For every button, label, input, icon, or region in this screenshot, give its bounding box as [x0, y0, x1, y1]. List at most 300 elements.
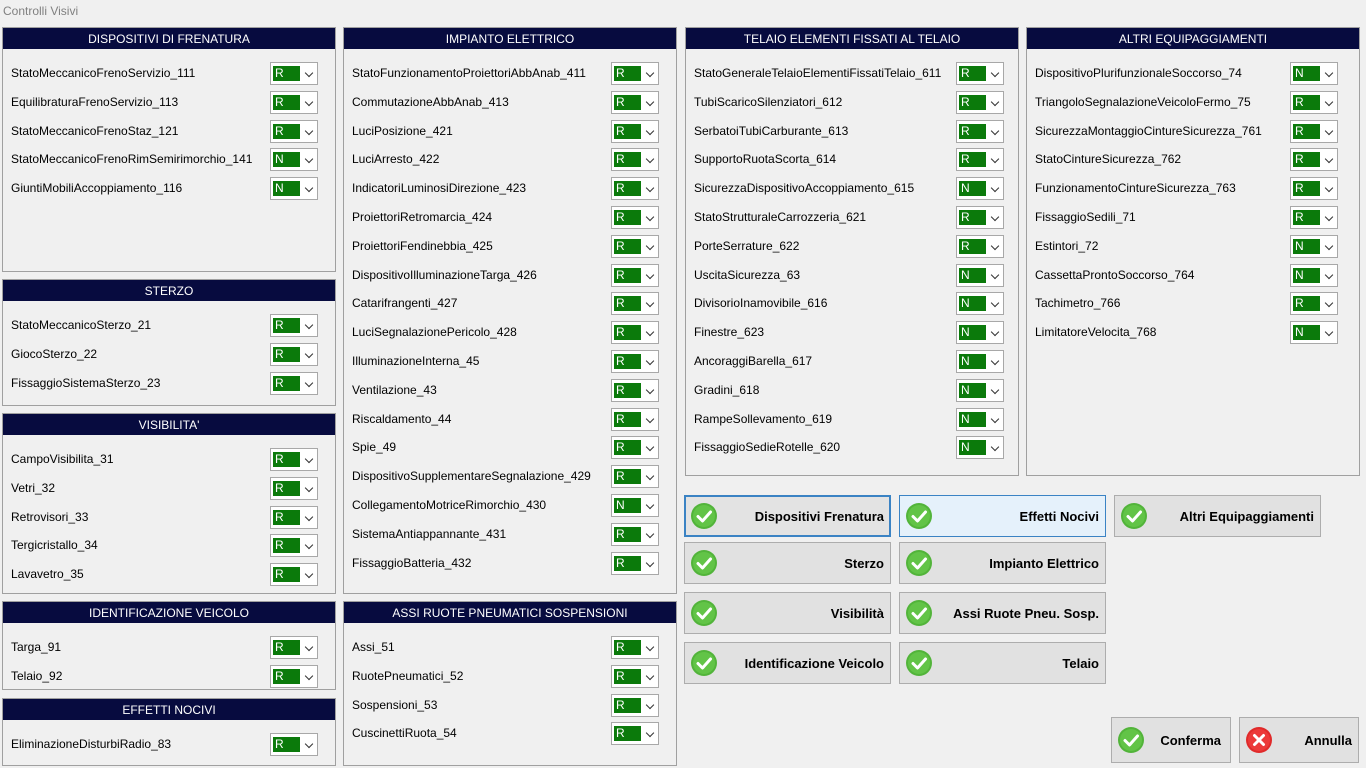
check-row [694, 321, 1012, 345]
status-dropdown[interactable] [611, 235, 659, 258]
check-row [11, 343, 329, 367]
status-value: R [1293, 95, 1320, 110]
status-dropdown[interactable] [956, 120, 1004, 143]
status-dropdown[interactable] [611, 465, 659, 488]
chevron-down-icon [305, 484, 313, 492]
status-dropdown[interactable] [956, 91, 1004, 114]
status-dropdown[interactable] [611, 436, 659, 459]
check-item-label: RampeSollevamento_619 [694, 412, 833, 426]
check-row [352, 552, 670, 576]
check-item-label: SupportoRuotaScorta_614 [694, 152, 837, 166]
status-dropdown[interactable] [956, 321, 1004, 344]
status-value: R [273, 669, 300, 684]
chevron-down-icon [1325, 299, 1333, 307]
chevron-down-icon [1325, 155, 1333, 163]
check-item-label: CollegamentoMotriceRimorchio_430 [352, 498, 547, 512]
status-dropdown[interactable] [1290, 206, 1338, 229]
status-dropdown[interactable] [270, 733, 318, 756]
status-dropdown[interactable] [1290, 235, 1338, 258]
status-value: R [273, 66, 300, 81]
check-item-label: StatoMeccanicoFrenoServizio_111 [11, 66, 196, 80]
check-item-label: Ventilazione_43 [352, 383, 437, 397]
altri-equipaggiamenti-button[interactable] [1114, 495, 1321, 537]
status-dropdown[interactable] [611, 292, 659, 315]
status-dropdown[interactable] [611, 264, 659, 287]
panel-title: EFFETTI NOCIVI [3, 699, 335, 720]
status-dropdown[interactable] [956, 148, 1004, 171]
status-value: N [1293, 325, 1320, 340]
check-item-label: LimitatoreVelocita_768 [1035, 325, 1157, 339]
status-value: R [614, 383, 641, 398]
impianto-elettrico-button[interactable] [899, 542, 1106, 584]
x-circle-icon [1245, 726, 1273, 754]
status-value: R [273, 481, 300, 496]
status-dropdown[interactable] [270, 636, 318, 659]
chevron-down-icon [646, 69, 654, 77]
chevron-down-icon [1325, 98, 1333, 106]
telaio-button[interactable] [899, 642, 1106, 684]
status-dropdown[interactable] [611, 722, 659, 745]
status-dropdown[interactable] [956, 379, 1004, 402]
check-row [694, 148, 1012, 172]
chevron-down-icon [305, 643, 313, 651]
status-dropdown[interactable] [956, 206, 1004, 229]
status-value: R [614, 440, 641, 455]
check-item-label: LuciArresto_422 [352, 152, 440, 166]
button-label: Impianto Elettrico [989, 556, 1099, 571]
status-value: N [614, 498, 641, 513]
check-item-label: CassettaProntoSoccorso_764 [1035, 268, 1195, 282]
panel-effetti [2, 698, 336, 766]
status-value: R [273, 538, 300, 553]
check-item-label: EliminazioneDisturbiRadio_83 [11, 737, 172, 751]
chevron-down-icon [1325, 184, 1333, 192]
check-item-label: UscitaSicurezza_63 [694, 268, 801, 282]
check-row [694, 292, 1012, 316]
check-row [11, 636, 329, 660]
status-dropdown[interactable] [956, 436, 1004, 459]
check-item-label: PorteSerrature_622 [694, 239, 800, 253]
panel-title: ALTRI EQUIPAGGIAMENTI [1027, 28, 1359, 49]
status-dropdown[interactable] [956, 292, 1004, 315]
status-value: R [959, 152, 986, 167]
check-row [1035, 235, 1353, 259]
check-item-label: FissaggioSistemaSterzo_23 [11, 376, 161, 390]
chevron-down-icon [305, 127, 313, 135]
status-dropdown[interactable] [1290, 91, 1338, 114]
check-row [1035, 206, 1353, 230]
check-row [352, 722, 670, 746]
chevron-down-icon [305, 570, 313, 578]
panel-identificazione [2, 601, 336, 690]
chevron-down-icon [646, 213, 654, 221]
check-item-label: Retrovisori_33 [11, 510, 89, 524]
check-row [11, 733, 329, 757]
button-label: Annulla [1304, 733, 1352, 748]
chevron-down-icon [305, 321, 313, 329]
status-value: R [614, 698, 641, 713]
status-dropdown[interactable] [270, 343, 318, 366]
status-dropdown[interactable] [956, 350, 1004, 373]
chevron-down-icon [305, 455, 313, 463]
check-row [1035, 120, 1353, 144]
chevron-down-icon [646, 98, 654, 106]
chevron-down-icon [991, 386, 999, 394]
check-row [352, 62, 670, 86]
check-row [694, 350, 1012, 374]
check-row [694, 177, 1012, 201]
status-value: N [959, 412, 986, 427]
status-dropdown[interactable] [611, 120, 659, 143]
status-dropdown[interactable] [1290, 264, 1338, 287]
check-row [352, 408, 670, 432]
status-value: R [1293, 152, 1320, 167]
check-row [694, 436, 1012, 460]
status-value: R [959, 95, 986, 110]
check-circle-icon [1117, 726, 1145, 754]
status-value: N [959, 296, 986, 311]
check-row [694, 408, 1012, 432]
chevron-down-icon [991, 415, 999, 423]
check-circle-icon [690, 502, 718, 530]
check-item-label: Sospensioni_53 [352, 698, 438, 712]
check-row [352, 523, 670, 547]
check-row [11, 372, 329, 396]
check-row [11, 563, 329, 587]
check-item-label: SistemaAntiappannante_431 [352, 527, 507, 541]
status-dropdown[interactable] [270, 372, 318, 395]
status-dropdown[interactable] [611, 665, 659, 688]
status-value: R [273, 452, 300, 467]
status-dropdown[interactable] [611, 552, 659, 575]
status-value: R [614, 469, 641, 484]
status-dropdown[interactable] [270, 120, 318, 143]
status-value: R [959, 210, 986, 225]
status-value: R [614, 669, 641, 684]
dispositivi-frenatura-button[interactable] [684, 495, 891, 537]
chevron-down-icon [991, 184, 999, 192]
chevron-down-icon [646, 443, 654, 451]
check-item-label: StatoStrutturaleCarrozzeria_621 [694, 210, 867, 224]
status-value: R [273, 124, 300, 139]
check-row [11, 120, 329, 144]
status-dropdown[interactable] [611, 636, 659, 659]
check-item-label: DivisorioInamovibile_616 [694, 296, 828, 310]
check-item-label: Telaio_92 [11, 669, 63, 683]
status-value: N [273, 181, 300, 196]
chevron-down-icon [646, 643, 654, 651]
status-dropdown[interactable] [956, 177, 1004, 200]
chevron-down-icon [1325, 213, 1333, 221]
check-item-label: StatoGeneraleTelaioElementiFissatiTelaio_611 [694, 66, 942, 80]
button-label: Effetti Nocivi [1019, 509, 1099, 524]
status-value: R [273, 640, 300, 655]
panel-frenatura [2, 27, 336, 272]
check-item-label: SerbatoiTubiCarburante_613 [694, 124, 849, 138]
status-dropdown[interactable] [270, 62, 318, 85]
chevron-down-icon [991, 299, 999, 307]
status-value: R [614, 640, 641, 655]
chevron-down-icon [305, 541, 313, 549]
chevron-down-icon [991, 69, 999, 77]
check-row [352, 148, 670, 172]
chevron-down-icon [991, 98, 999, 106]
check-item-label: Vetri_32 [11, 481, 56, 495]
check-item-label: Finestre_623 [694, 325, 765, 339]
panel-impianto-elettrico [343, 27, 677, 594]
check-row [694, 120, 1012, 144]
check-item-label: StatoFunzionamentoProiettoriAbbAnab_411 [352, 66, 586, 80]
status-value: R [614, 210, 641, 225]
assi-ruote-button[interactable] [899, 592, 1106, 634]
chevron-down-icon [646, 155, 654, 163]
status-dropdown[interactable] [611, 694, 659, 717]
check-row [11, 177, 329, 201]
status-value: N [273, 152, 300, 167]
status-value: R [1293, 296, 1320, 311]
check-row [352, 350, 670, 374]
chevron-down-icon [1325, 69, 1333, 77]
status-value: R [1293, 210, 1320, 225]
check-item-label: StatoCintureSicurezza_762 [1035, 152, 1182, 166]
chevron-down-icon [646, 501, 654, 509]
check-row [11, 448, 329, 472]
chevron-down-icon [991, 357, 999, 365]
status-dropdown[interactable] [956, 235, 1004, 258]
status-dropdown[interactable] [270, 148, 318, 171]
status-dropdown[interactable] [611, 494, 659, 517]
check-item-label: TubiScaricoSilenziatori_612 [694, 95, 843, 109]
status-dropdown[interactable] [611, 148, 659, 171]
status-dropdown[interactable] [270, 448, 318, 471]
chevron-down-icon [1325, 127, 1333, 135]
check-item-label: CuscinettiRuota_54 [352, 726, 457, 740]
check-row [352, 292, 670, 316]
check-row [11, 534, 329, 558]
check-row [1035, 91, 1353, 115]
check-item-label: Spie_49 [352, 440, 397, 454]
status-dropdown[interactable] [270, 534, 318, 557]
status-dropdown[interactable] [1290, 177, 1338, 200]
status-dropdown[interactable] [611, 408, 659, 431]
check-row [694, 264, 1012, 288]
check-row [352, 177, 670, 201]
status-value: R [273, 376, 300, 391]
button-label: Altri Equipaggiamenti [1179, 509, 1314, 524]
check-circle-icon [905, 649, 933, 677]
panel-assi-ruote [343, 601, 677, 766]
status-dropdown[interactable] [611, 91, 659, 114]
chevron-down-icon [646, 701, 654, 709]
check-row [352, 436, 670, 460]
cancel-button[interactable] [1239, 717, 1359, 763]
chevron-down-icon [305, 513, 313, 521]
status-dropdown[interactable] [956, 408, 1004, 431]
status-value: R [614, 239, 641, 254]
status-dropdown[interactable] [1290, 292, 1338, 315]
check-item-label: FunzionamentoCintureSicurezza_763 [1035, 181, 1236, 195]
check-item-label: RuotePneumatici_52 [352, 669, 464, 683]
status-dropdown[interactable] [270, 91, 318, 114]
status-value: R [614, 152, 641, 167]
status-value: R [1293, 181, 1320, 196]
status-value: R [959, 124, 986, 139]
chevron-down-icon [1325, 271, 1333, 279]
chevron-down-icon [646, 729, 654, 737]
check-item-label: SicurezzaMontaggioCintureSicurezza_761 [1035, 124, 1262, 138]
check-item-label: ProiettoriRetromarcia_424 [352, 210, 493, 224]
status-dropdown[interactable] [611, 350, 659, 373]
status-value: R [273, 567, 300, 582]
check-row [1035, 321, 1353, 345]
chevron-down-icon [646, 299, 654, 307]
effetti-nocivi-button[interactable] [899, 495, 1106, 537]
panel-title: VISIBILITA' [3, 414, 335, 435]
chevron-down-icon [646, 271, 654, 279]
chevron-down-icon [646, 184, 654, 192]
status-value: R [959, 66, 986, 81]
check-row [11, 477, 329, 501]
check-item-label: ProiettoriFendinebbia_425 [352, 239, 493, 253]
check-circle-icon [690, 649, 718, 677]
status-dropdown[interactable] [611, 523, 659, 546]
status-value: R [273, 95, 300, 110]
check-row [352, 665, 670, 689]
check-row [1035, 264, 1353, 288]
check-item-label: Lavavetro_35 [11, 567, 84, 581]
check-item-label: FissaggioSedili_71 [1035, 210, 1136, 224]
panel-title: TELAIO ELEMENTI FISSATI AL TELAIO [686, 28, 1018, 49]
panel-title: IDENTIFICAZIONE VEICOLO [3, 602, 335, 623]
status-value: N [1293, 66, 1320, 81]
check-item-label: LuciPosizione_421 [352, 124, 453, 138]
check-row [11, 314, 329, 338]
panel-telaio [685, 27, 1019, 476]
panel-visibilita [2, 413, 336, 594]
check-item-label: DispositivoSupplementareSegnalazione_429 [352, 469, 591, 483]
chevron-down-icon [305, 350, 313, 358]
chevron-down-icon [305, 98, 313, 106]
chevron-down-icon [991, 155, 999, 163]
check-row [352, 120, 670, 144]
chevron-down-icon [305, 379, 313, 387]
status-dropdown[interactable] [956, 264, 1004, 287]
status-value: R [614, 268, 641, 283]
check-item-label: StatoMeccanicoFrenoStaz_121 [11, 124, 179, 138]
check-item-label: FissaggioBatteria_432 [352, 556, 472, 570]
status-dropdown[interactable] [611, 379, 659, 402]
check-circle-icon [690, 599, 718, 627]
status-dropdown[interactable] [956, 62, 1004, 85]
status-value: R [273, 737, 300, 752]
chevron-down-icon [305, 69, 313, 77]
status-value: R [614, 527, 641, 542]
chevron-down-icon [991, 328, 999, 336]
button-label: Dispositivi Frenatura [754, 509, 884, 524]
check-item-label: Targa_91 [11, 640, 62, 654]
chevron-down-icon [646, 559, 654, 567]
chevron-down-icon [1325, 328, 1333, 336]
chevron-down-icon [646, 242, 654, 250]
chevron-down-icon [991, 242, 999, 250]
chevron-down-icon [305, 740, 313, 748]
status-dropdown[interactable] [611, 62, 659, 85]
check-row [352, 379, 670, 403]
check-row [11, 148, 329, 172]
status-value: R [273, 347, 300, 362]
chevron-down-icon [646, 328, 654, 336]
status-dropdown[interactable] [270, 177, 318, 200]
check-item-label: GiocoSterzo_22 [11, 347, 98, 361]
chevron-down-icon [646, 672, 654, 680]
check-row [11, 62, 329, 86]
panel-altri-equipaggiamenti [1026, 27, 1360, 476]
check-item-label: LuciSegnalazionePericolo_428 [352, 325, 517, 339]
status-value: R [614, 325, 641, 340]
check-row [1035, 292, 1353, 316]
check-row [352, 206, 670, 230]
visibilita-button[interactable] [684, 592, 891, 634]
status-value: N [1293, 268, 1320, 283]
status-dropdown[interactable] [1290, 321, 1338, 344]
sterzo-button[interactable] [684, 542, 891, 584]
check-item-label: CampoVisibilita_31 [11, 452, 114, 466]
chevron-down-icon [991, 271, 999, 279]
check-row [694, 62, 1012, 86]
status-dropdown[interactable] [1290, 62, 1338, 85]
status-dropdown[interactable] [611, 177, 659, 200]
status-dropdown[interactable] [270, 477, 318, 500]
chevron-down-icon [991, 443, 999, 451]
check-item-label: DispositivoIlluminazioneTarga_426 [352, 268, 537, 282]
confirm-button[interactable] [1111, 717, 1231, 763]
check-item-label: IlluminazioneInterna_45 [352, 354, 480, 368]
status-value: R [614, 296, 641, 311]
status-dropdown[interactable] [270, 665, 318, 688]
button-label: Visibilità [830, 606, 884, 621]
window-title: Controlli Visivi [3, 4, 79, 18]
status-dropdown[interactable] [1290, 148, 1338, 171]
check-row [1035, 62, 1353, 86]
chevron-down-icon [646, 386, 654, 394]
status-dropdown[interactable] [270, 506, 318, 529]
status-dropdown[interactable] [611, 206, 659, 229]
check-row [1035, 177, 1353, 201]
status-value: R [614, 726, 641, 741]
check-item-label: Assi_51 [352, 640, 395, 654]
check-item-label: TriangoloSegnalazioneVeicoloFermo_75 [1035, 95, 1251, 109]
check-circle-icon [905, 549, 933, 577]
check-item-label: IndicatoriLuminosiDirezione_423 [352, 181, 527, 195]
status-value: R [273, 318, 300, 333]
check-circle-icon [905, 599, 933, 627]
status-dropdown[interactable] [270, 563, 318, 586]
status-dropdown[interactable] [611, 321, 659, 344]
check-item-label: StatoMeccanicoFrenoRimSemirimorchio_141 [11, 152, 253, 166]
check-circle-icon [1120, 502, 1148, 530]
status-value: R [614, 124, 641, 139]
chevron-down-icon [646, 415, 654, 423]
chevron-down-icon [646, 357, 654, 365]
identificazione-veicolo-button[interactable] [684, 642, 891, 684]
status-dropdown[interactable] [1290, 120, 1338, 143]
chevron-down-icon [1325, 242, 1333, 250]
check-row [694, 206, 1012, 230]
check-item-label: Estintori_72 [1035, 239, 1099, 253]
status-dropdown[interactable] [270, 314, 318, 337]
status-value: N [959, 268, 986, 283]
status-value: R [614, 412, 641, 427]
